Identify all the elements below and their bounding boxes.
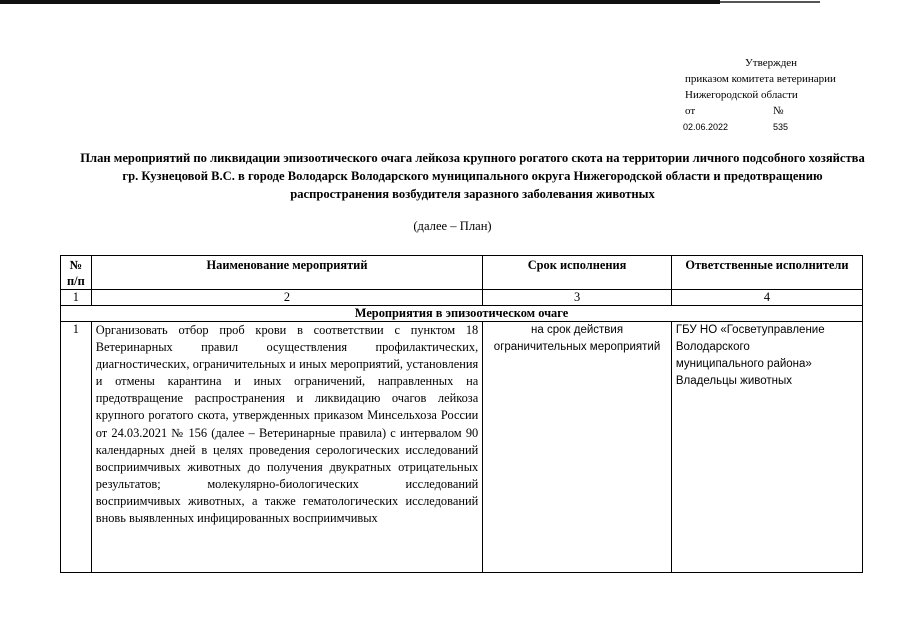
approval-date: 02.06.2022 [683, 122, 729, 132]
row-deadline: на срок действия ограничительных мероприятий [483, 322, 672, 573]
row-description: Организовать отбор проб крови в соответствии с пунктом 18 Ветеринарных правил осуществления профилактических, диагностических, ограничительных и иных мероприятий, установления и отмены карантина и иных ограничений, направленных на предотвращение распространения и ликвидацию очагов лейкоза крупного рогатого скота, утвержденных приказом Минсельхоза России от 24.03.2021 № 156 (далее – Ветеринарные правила) с интервалом 90 календарных дней в целях проведения серологических исследований восприимчивых животных до получения двукратных отрицательных результатов; молекулярно-биологических исследований восприимчивых животных, а также гематологических исследований вновь выявленных инфицированных восприимчивых [95, 323, 479, 526]
section-row [61, 306, 863, 322]
row-responsible [671, 322, 862, 573]
approval-from-label: от [685, 105, 696, 117]
document-title: План мероприятий по ликвидации эпизоотического очага лейкоза крупного рогатого скота на территории личного подсобного хозяйства гр. Кузнецовой В.С. в городе Володарск Володарского муниципального округа Нижегородской области и предотвращению распространения возбудителя заразного заболевания животных [80, 151, 865, 201]
header-responsible: Ответственные исполнители [671, 256, 862, 290]
column-number: 2 [91, 290, 482, 306]
plan-table [60, 255, 863, 573]
approval-number-label: № [773, 105, 784, 117]
responsible-line: муниципального района» [675, 358, 812, 370]
approval-number: 535 [773, 122, 789, 132]
header-deadline: Срок исполнения [483, 256, 672, 290]
responsible-line: ГБУ НО «Госветуправление [675, 324, 825, 336]
approval-line-3: Нижегородской области [685, 89, 798, 101]
section-title: Мероприятия в эпизоотическом очаге [61, 306, 863, 322]
column-number-row [61, 290, 863, 306]
document-subtitle: (далее – План) [413, 219, 492, 233]
table-row [61, 322, 863, 573]
table-header-row [61, 256, 863, 290]
header-number: № п/п [61, 256, 92, 290]
row-number: 1 [61, 322, 92, 573]
column-number: 1 [61, 290, 92, 306]
scan-edge-top-right [720, 1, 820, 3]
header-activities: Наименование мероприятий [91, 256, 482, 290]
scan-edge-top [0, 0, 720, 4]
column-number: 4 [671, 290, 862, 306]
responsible-line: Владельцы животных [675, 375, 792, 387]
column-number: 3 [483, 290, 672, 306]
responsible-line: Володарского [675, 341, 750, 353]
approval-line-1: Утвержден [745, 57, 798, 69]
row-description-cell [91, 322, 482, 573]
approval-line-2: приказом комитета ветеринарии [685, 73, 836, 85]
